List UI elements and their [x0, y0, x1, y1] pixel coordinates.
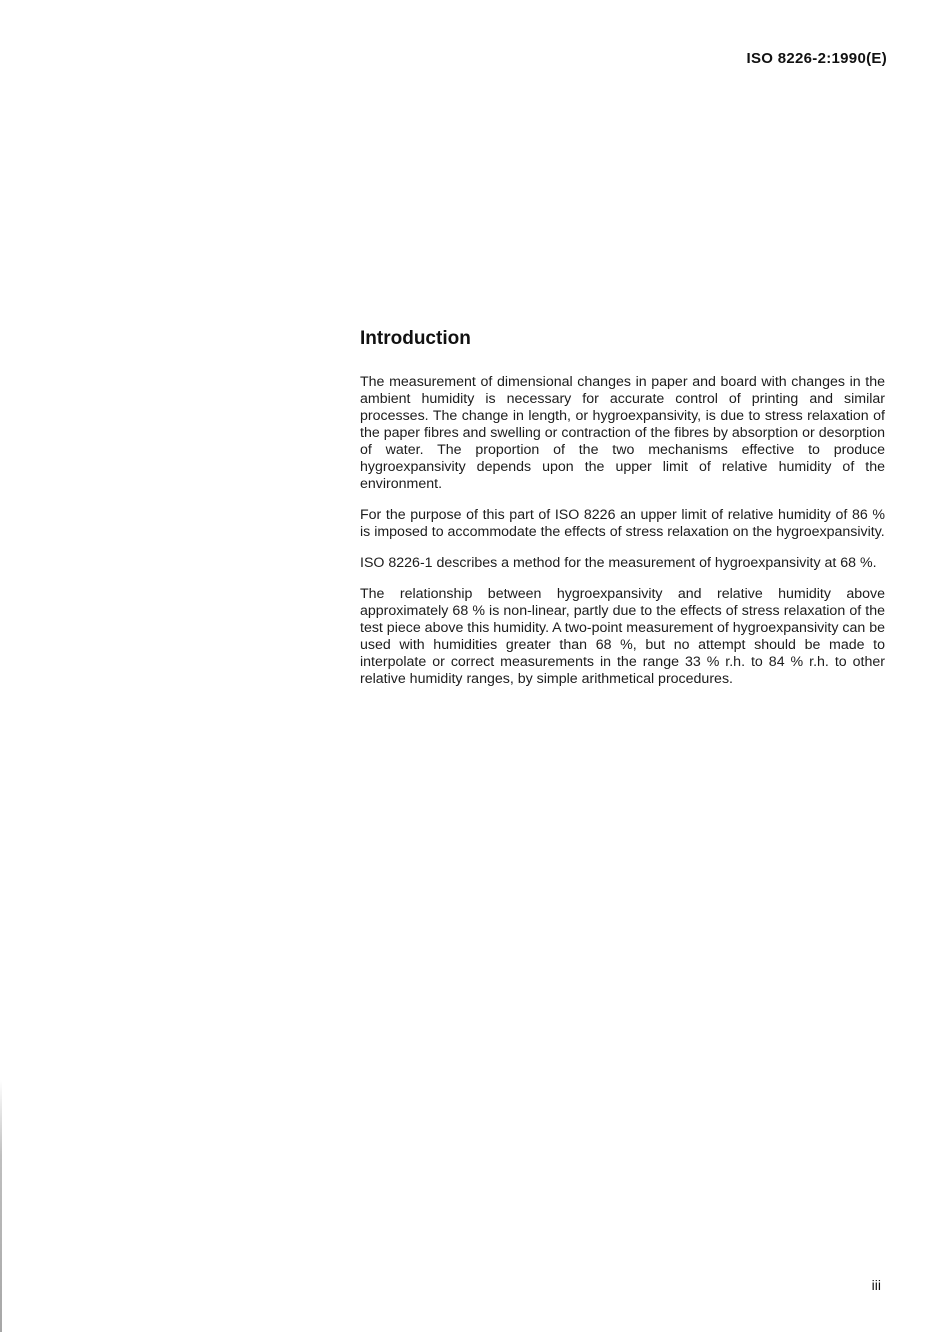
- document-identifier: ISO 8226-2:1990(E): [746, 50, 887, 67]
- page-number: iii: [871, 1277, 881, 1293]
- paragraph-1: The measurement of dimensional changes in paper and board with changes in the ambient humidity is necessary for accurate control of printing and similar processes. The change in length, or hygroexpansivity, is due to stress relaxation of the paper fibres and swelling or contraction of the fibres by absorption or desorption of water. The proportion of the two mechanisms effective to produce hygroexpansivity depends upon the upper limit of relative humidity of the environment.: [360, 374, 885, 492]
- paragraph-3: ISO 8226-1 describes a method for the measurement of hygroexpansivity at 68 %.: [360, 555, 877, 571]
- introduction-section: [360, 328, 885, 702]
- scan-page-edge: [0, 1080, 2, 1332]
- paragraph-2: For the purpose of this part of ISO 8226 an upper limit of relative humidity of 86 % is imposed to accommodate the effects of stress relaxation on the hygroexpansivity.: [360, 507, 885, 540]
- section-title: Introduction: [360, 328, 471, 349]
- paragraph-4: The relationship between hygroexpansivity and relative humidity above approximately 68 % is non-linear, partly due to the effects of stress relaxation of the test piece above this humidity. A two-point measurement of hygroexpansivity can be used with humidities greater than 68 %, but no attempt should be made to interpolate or correct measurements in the range 33 % r.h. to 84 % r.h. to other relative humidity ranges, by simple arithmetical procedures.: [360, 586, 885, 687]
